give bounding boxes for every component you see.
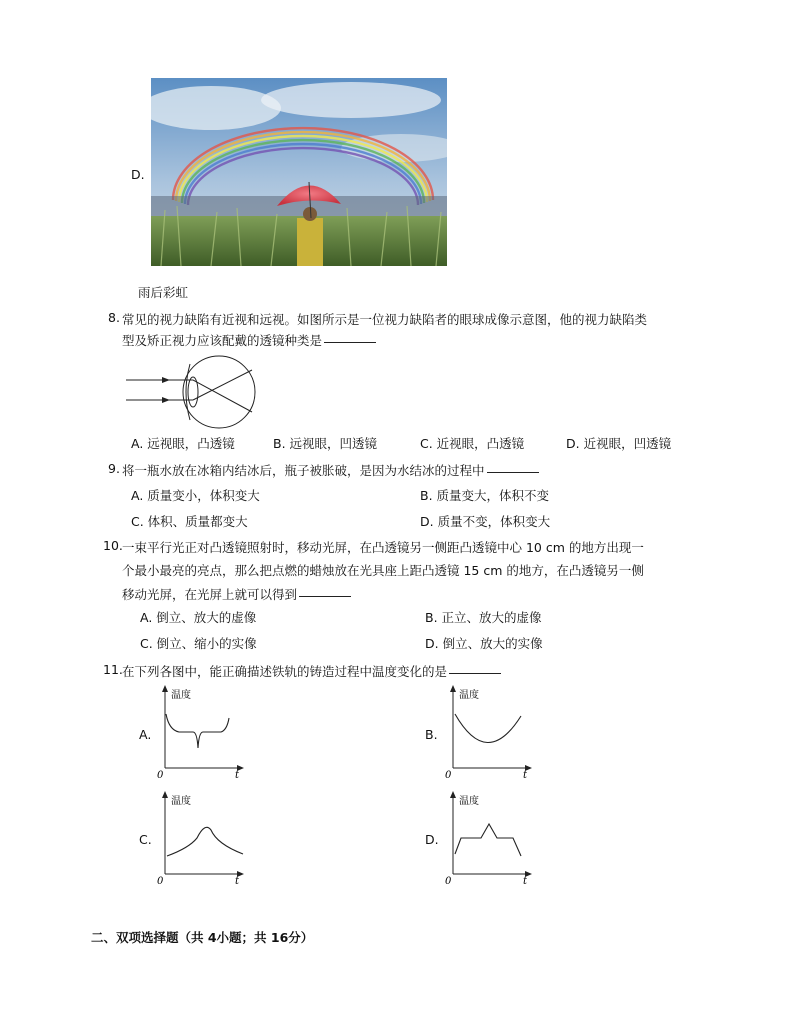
graph-b-origin: 0 [445,770,452,780]
q10-option-a[interactable]: A. 倒立、放大的虚像 [140,610,257,625]
q8-option-c[interactable]: C. 近视眼，凸透镜 [420,436,525,451]
question-10-stem-line3 [122,585,351,603]
answer-blank[interactable] [299,595,351,597]
answer-blank[interactable] [487,471,539,473]
question-8-number: 8. [108,310,120,325]
question-9-stem-text: 将一瓶水放在冰箱内结冰后，瓶子被胀破，是因为水结冰的过程中 [122,463,485,478]
graph-a-letter[interactable]: A. [139,727,152,742]
answer-blank[interactable] [449,672,501,674]
q9-option-a[interactable]: A. 质量变小，体积变大 [131,488,260,503]
q10-option-d[interactable]: D. 倒立、放大的实像 [425,636,543,651]
graph-a [155,684,245,780]
option-d-letter: D. [131,167,145,182]
graph-a-xlabel: t [235,770,240,780]
graph-d-xlabel: t [523,876,528,886]
q8-option-b[interactable]: B. 远视眼，凹透镜 [273,436,378,451]
graph-c-origin: 0 [157,876,164,886]
q9-option-d[interactable]: D. 质量不变，体积变大 [420,514,551,529]
graph-d-ylabel: 温度 [459,796,479,807]
question-8-stem-line1: 常见的视力缺陷有近视和远视。如图所示是一位视力缺陷者的眼球成像示意图，他的视力缺陷类 [122,312,648,327]
question-10-stem-line3-text: 移动光屏，在光屏上就可以得到 [122,587,298,602]
q10-option-b[interactable]: B. 正立、放大的虚像 [425,610,542,625]
q9-option-b[interactable]: B. 质量变大，体积不变 [420,488,550,503]
option-d-caption: 雨后彩虹 [138,285,189,300]
graph-b-ylabel: 温度 [459,690,479,701]
graph-b-xlabel: t [523,770,528,780]
q8-option-a[interactable]: A. 远视眼，凸透镜 [131,436,235,451]
question-8-stem-line2-text: 型及矫正视力应该配戴的透镜种类是 [122,333,323,348]
question-11-number: 11. [103,662,123,677]
question-11-stem [122,662,501,680]
graph-c-letter[interactable]: C. [139,832,152,847]
question-11-stem-text: 在下列各图中，能正确描述铁轨的铸造过程中温度变化的是 [122,664,448,679]
question-8-stem-line2 [122,331,376,349]
graph-a-ylabel: 温度 [171,690,191,701]
eye-diagram [122,354,260,432]
graph-d-letter[interactable]: D. [425,832,439,847]
rainbow-photo [151,78,447,266]
q9-option-c[interactable]: C. 体积、质量都变大 [131,514,248,529]
graph-c [155,790,245,886]
question-10-stem-line2: 个最小最亮的亮点，那么把点燃的蜡烛放在光具座上距凸透镜 15 cm 的地方，在凸透镜另一侧 [122,563,644,578]
question-9-stem [122,461,539,479]
q8-option-d[interactable]: D. 近视眼，凹透镜 [566,436,672,451]
graph-a-origin: 0 [157,770,164,780]
answer-blank[interactable] [324,341,376,343]
question-10-stem-line1: 一束平行光正对凸透镜照射时，移动光屏，在凸透镜另一侧距凸透镜中心 10 cm 的地方出现一 [122,540,644,555]
graph-c-xlabel: t [235,876,240,886]
graph-d-origin: 0 [445,876,452,886]
section-2-heading: 二、双项选择题（共 4小题；共 16分） [91,930,314,945]
q10-option-c[interactable]: C. 倒立、缩小的实像 [140,636,257,651]
question-10-number: 10. [103,538,123,553]
graph-c-ylabel: 温度 [171,796,191,807]
graph-b-letter[interactable]: B. [425,727,438,742]
graph-b [443,684,533,780]
question-9-number: 9. [108,461,120,476]
graph-d [443,790,533,886]
